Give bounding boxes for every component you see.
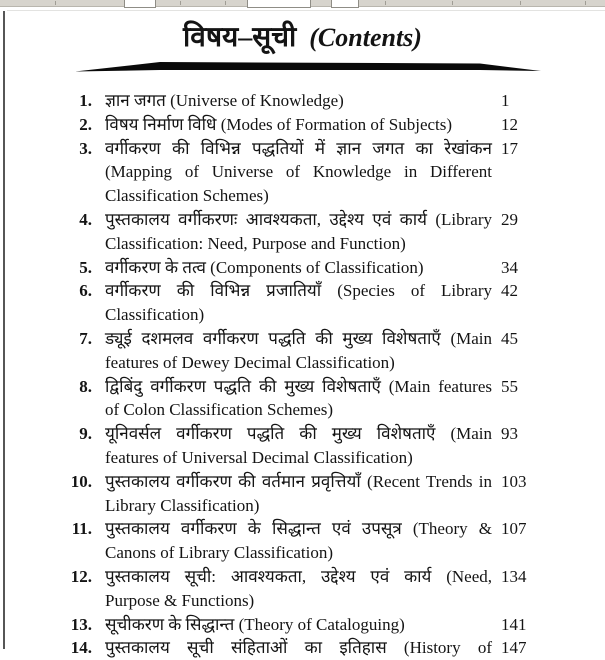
toc-line: Purpose & Functions) xyxy=(105,590,255,610)
toc-item-text xyxy=(105,565,492,613)
toc-item-page: 17 xyxy=(501,138,518,158)
toc-item-text xyxy=(105,517,492,565)
toc-item-text xyxy=(105,422,492,470)
toc-item xyxy=(66,613,536,637)
toc-list xyxy=(66,89,536,660)
toc-item-number: 7. xyxy=(79,328,92,348)
page-left-border xyxy=(3,11,5,649)
toc-line: of Colon Classification Schemes) xyxy=(105,400,334,420)
toc-item-number: 2. xyxy=(79,114,92,134)
toc-item-text xyxy=(105,375,492,423)
toc-item xyxy=(66,375,536,423)
toc-line: पुस्तकालय सूची संहिताओं का इतिहास (History of xyxy=(105,638,492,658)
toc-item xyxy=(66,470,536,518)
toolbar-tick xyxy=(585,1,586,5)
toc-item-page: 1 xyxy=(501,91,510,110)
toc-line: Classification: Need, Purpose and Function) xyxy=(105,233,406,253)
toc-line: पुस्तकालय सूची: आवश्यकता, उद्देश्य एवं कार्य (Need, xyxy=(105,566,492,586)
toc-item-page: 55 xyxy=(501,376,518,396)
toc-item-number: 12. xyxy=(70,566,92,586)
toc-item-number: 4. xyxy=(79,209,92,229)
toc-item-page: 134 xyxy=(501,566,527,586)
toc-item-text xyxy=(105,613,492,637)
toc-item xyxy=(66,113,536,137)
toolbar-field[interactable] xyxy=(124,0,156,8)
toc-line: ज्ञान जगत (Universe of Knowledge) xyxy=(105,91,344,110)
toc-line: द्विबिंदु वर्गीकरण पद्धति की मुख्य विशेषताएँ (Main features xyxy=(105,376,492,396)
toc-item xyxy=(66,279,536,327)
page-title-english: (Contents) xyxy=(309,23,422,52)
page-title-hindi: विषय–सूची xyxy=(183,22,297,53)
toolbar-tick xyxy=(225,1,226,5)
toc-item xyxy=(66,422,536,470)
page-top-edge xyxy=(7,10,605,11)
toolbar-tick xyxy=(55,1,56,5)
toc-item-number: 5. xyxy=(79,257,92,277)
toc-item xyxy=(66,89,536,113)
toc-item-text xyxy=(105,137,492,208)
toolbar-field[interactable] xyxy=(331,0,359,8)
toc-item-text xyxy=(105,470,492,518)
toc-item xyxy=(66,517,536,565)
toc-item-page: 42 xyxy=(501,281,518,301)
toc-item-text xyxy=(105,327,492,375)
toc-item-text xyxy=(105,113,492,137)
toc-item xyxy=(66,256,536,280)
toc-item xyxy=(66,327,536,375)
toc-item-number: 3. xyxy=(79,138,92,158)
title-divider xyxy=(75,60,542,81)
toc-item-text xyxy=(105,256,492,280)
toc-item-page: 93 xyxy=(501,424,518,444)
toc-item-number: 11. xyxy=(71,519,92,539)
toc-item-number: 14. xyxy=(70,638,92,658)
toc-item-page: 147 xyxy=(501,638,527,658)
toc-line: Library Classification) xyxy=(105,495,260,515)
toc-line: वर्गीकरण की विभिन्न प्रजातियाँ (Species of Library xyxy=(105,281,492,301)
toc-item-text xyxy=(105,636,492,660)
toc-line: (Mapping of Universe of Knowledge in Different xyxy=(105,162,492,182)
toc-line: यूनिवर्सल वर्गीकरण पद्धति की मुख्य विशेषताएँ (Main xyxy=(105,424,492,444)
toc-item-number: 8. xyxy=(79,376,92,396)
toolbar-tick xyxy=(180,1,181,5)
toc-line: वर्गीकरण की विभिन्न पद्धतियों में ज्ञान जगत का रेखांकन xyxy=(105,138,492,158)
toolbar-tick xyxy=(452,1,453,5)
toc-line: पुस्तकालय वर्गीकरणः आवश्यकता, उद्देश्य एवं कार्य (Library xyxy=(105,209,492,229)
toc-item-page: 29 xyxy=(501,209,518,229)
toc-item-text xyxy=(105,279,492,327)
toolbar-strip xyxy=(0,0,605,7)
page-title xyxy=(0,17,605,55)
toc-line: Canons of Library Classification) xyxy=(105,543,334,563)
toolbar-field[interactable] xyxy=(247,0,311,8)
toc-line: Classification) xyxy=(105,305,205,325)
toc-item xyxy=(66,137,536,208)
toc-line: पुस्तकालय वर्गीकरण की वर्तमान प्रवृत्तियाँ (Recent Trends in xyxy=(105,471,492,491)
toc-item-page: 45 xyxy=(501,328,518,348)
toc-item xyxy=(66,636,536,660)
toolbar-tick xyxy=(520,1,521,5)
toc-item-number: 6. xyxy=(79,281,92,301)
toc-item-page: 141 xyxy=(501,614,527,634)
toc-item xyxy=(66,208,536,256)
toc-item-number: 9. xyxy=(79,424,92,444)
toc-item-number: 13. xyxy=(70,614,92,634)
toc-item-page: 107 xyxy=(501,519,527,539)
toc-item-number: 1. xyxy=(79,91,92,110)
toc-line: ड्यूई दशमलव वर्गीकरण पद्धति की मुख्य विशेषताएँ (Main xyxy=(105,328,492,348)
toc-line: Classification Schemes) xyxy=(105,186,269,206)
toc-line: वर्गीकरण के तत्व (Components of Classification) xyxy=(105,257,424,277)
toc-line: features of Universal Decimal Classification) xyxy=(105,447,413,467)
toc-line: विषय निर्माण विधि (Modes of Formation of Subjects) xyxy=(105,114,453,134)
toolbar-tick xyxy=(385,1,386,5)
toc-line: सूचीकरण के सिद्धान्त (Theory of Cataloguing) xyxy=(105,614,405,634)
toc-item xyxy=(66,565,536,613)
toc-item-text xyxy=(105,89,492,113)
toc-item-page: 34 xyxy=(501,257,518,277)
toc-item-number: 10. xyxy=(70,471,92,491)
toc-line: features of Dewey Decimal Classification) xyxy=(105,352,395,372)
toc-item-page: 12 xyxy=(501,114,518,134)
toc-item-page: 103 xyxy=(501,471,527,491)
toc-line: पुस्तकालय वर्गीकरण के सिद्धान्त एवं उपसूत्र (Theory & xyxy=(105,519,492,539)
toc-item-text xyxy=(105,208,492,256)
